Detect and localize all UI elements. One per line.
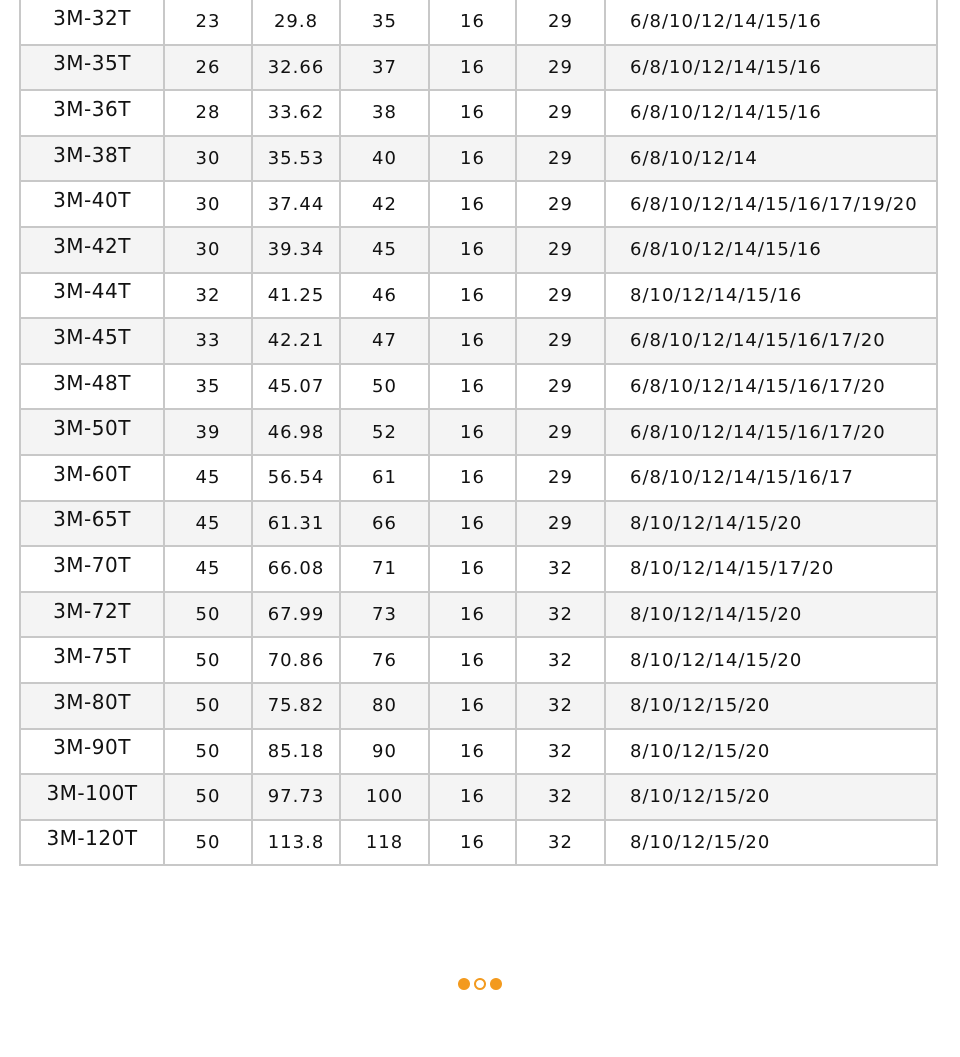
value-cell: 75.82 <box>252 683 340 729</box>
value-cell: 56.54 <box>252 455 340 501</box>
value-cell: 32 <box>516 637 605 683</box>
value-cell: 45.07 <box>252 364 340 410</box>
bore-sizes-cell: 6/8/10/12/14/15/16 <box>605 0 937 45</box>
value-cell: 50 <box>164 774 252 820</box>
value-cell: 29 <box>516 501 605 547</box>
value-cell: 39.34 <box>252 227 340 273</box>
value-cell: 16 <box>429 592 516 638</box>
value-cell: 67.99 <box>252 592 340 638</box>
model-cell: 3M-65T <box>20 501 164 547</box>
value-cell: 16 <box>429 455 516 501</box>
value-cell: 85.18 <box>252 729 340 775</box>
value-cell: 38 <box>340 90 429 136</box>
value-cell: 66.08 <box>252 546 340 592</box>
model-cell: 3M-45T <box>20 318 164 364</box>
value-cell: 29 <box>516 455 605 501</box>
value-cell: 45 <box>340 227 429 273</box>
bore-sizes-cell: 6/8/10/12/14/15/16 <box>605 45 937 91</box>
value-cell: 26 <box>164 45 252 91</box>
value-cell: 39 <box>164 409 252 455</box>
value-cell: 16 <box>429 45 516 91</box>
table-row <box>20 683 937 729</box>
value-cell: 32.66 <box>252 45 340 91</box>
value-cell: 29.8 <box>252 0 340 45</box>
value-cell: 35 <box>340 0 429 45</box>
value-cell: 50 <box>164 592 252 638</box>
value-cell: 16 <box>429 227 516 273</box>
value-cell: 52 <box>340 409 429 455</box>
table-row <box>20 364 937 410</box>
value-cell: 42.21 <box>252 318 340 364</box>
value-cell: 41.25 <box>252 273 340 319</box>
table-row <box>20 90 937 136</box>
value-cell: 16 <box>429 90 516 136</box>
model-cell: 3M-38T <box>20 136 164 182</box>
pulley-spec-table <box>19 0 938 866</box>
model-cell: 3M-50T <box>20 409 164 455</box>
pager-dot-2-hollow-dot-icon[interactable] <box>474 978 486 990</box>
table-row <box>20 501 937 547</box>
value-cell: 32 <box>516 774 605 820</box>
bore-sizes-cell: 6/8/10/12/14 <box>605 136 937 182</box>
model-cell: 3M-40T <box>20 181 164 227</box>
value-cell: 32 <box>516 729 605 775</box>
value-cell: 30 <box>164 181 252 227</box>
table-row <box>20 637 937 683</box>
value-cell: 35 <box>164 364 252 410</box>
value-cell: 71 <box>340 546 429 592</box>
value-cell: 16 <box>429 318 516 364</box>
bore-sizes-cell: 8/10/12/15/20 <box>605 820 937 866</box>
value-cell: 66 <box>340 501 429 547</box>
value-cell: 29 <box>516 318 605 364</box>
table-row <box>20 546 937 592</box>
value-cell: 16 <box>429 774 516 820</box>
table-row <box>20 45 937 91</box>
table-row <box>20 273 937 319</box>
value-cell: 16 <box>429 683 516 729</box>
value-cell: 29 <box>516 136 605 182</box>
table-body <box>20 0 937 865</box>
value-cell: 61.31 <box>252 501 340 547</box>
table-row <box>20 820 937 866</box>
model-cell: 3M-44T <box>20 273 164 319</box>
value-cell: 23 <box>164 0 252 45</box>
value-cell: 50 <box>340 364 429 410</box>
value-cell: 33.62 <box>252 90 340 136</box>
bore-sizes-cell: 8/10/12/15/20 <box>605 774 937 820</box>
table-row <box>20 455 937 501</box>
value-cell: 32 <box>516 592 605 638</box>
bore-sizes-cell: 6/8/10/12/14/15/16/17/20 <box>605 364 937 410</box>
bore-sizes-cell: 6/8/10/12/14/15/16/17/19/20 <box>605 181 937 227</box>
model-cell: 3M-60T <box>20 455 164 501</box>
value-cell: 29 <box>516 45 605 91</box>
value-cell: 16 <box>429 0 516 45</box>
model-cell: 3M-36T <box>20 90 164 136</box>
value-cell: 50 <box>164 637 252 683</box>
value-cell: 80 <box>340 683 429 729</box>
value-cell: 16 <box>429 181 516 227</box>
model-cell: 3M-32T <box>20 0 164 45</box>
table-row <box>20 318 937 364</box>
value-cell: 30 <box>164 227 252 273</box>
bore-sizes-cell: 6/8/10/12/14/15/16 <box>605 90 937 136</box>
value-cell: 45 <box>164 546 252 592</box>
model-cell: 3M-100T <box>20 774 164 820</box>
value-cell: 113.8 <box>252 820 340 866</box>
bore-sizes-cell: 6/8/10/12/14/15/16/17 <box>605 455 937 501</box>
pager-dot-3-filled-dot-icon[interactable] <box>490 978 502 990</box>
value-cell: 35.53 <box>252 136 340 182</box>
table-row <box>20 0 937 45</box>
value-cell: 16 <box>429 364 516 410</box>
value-cell: 32 <box>516 683 605 729</box>
model-cell: 3M-72T <box>20 592 164 638</box>
value-cell: 16 <box>429 820 516 866</box>
value-cell: 47 <box>340 318 429 364</box>
value-cell: 46.98 <box>252 409 340 455</box>
value-cell: 32 <box>516 546 605 592</box>
bore-sizes-cell: 8/10/12/14/15/20 <box>605 637 937 683</box>
value-cell: 45 <box>164 455 252 501</box>
value-cell: 37.44 <box>252 181 340 227</box>
model-cell: 3M-75T <box>20 637 164 683</box>
value-cell: 118 <box>340 820 429 866</box>
table-row <box>20 729 937 775</box>
table-row <box>20 409 937 455</box>
value-cell: 40 <box>340 136 429 182</box>
bore-sizes-cell: 8/10/12/15/20 <box>605 729 937 775</box>
value-cell: 42 <box>340 181 429 227</box>
value-cell: 16 <box>429 136 516 182</box>
bore-sizes-cell: 6/8/10/12/14/15/16 <box>605 227 937 273</box>
value-cell: 50 <box>164 820 252 866</box>
bore-sizes-cell: 8/10/12/14/15/16 <box>605 273 937 319</box>
bore-sizes-cell: 6/8/10/12/14/15/16/17/20 <box>605 409 937 455</box>
value-cell: 97.73 <box>252 774 340 820</box>
table-row <box>20 181 937 227</box>
value-cell: 45 <box>164 501 252 547</box>
value-cell: 16 <box>429 273 516 319</box>
value-cell: 16 <box>429 409 516 455</box>
value-cell: 100 <box>340 774 429 820</box>
bore-sizes-cell: 8/10/12/14/15/17/20 <box>605 546 937 592</box>
model-cell: 3M-42T <box>20 227 164 273</box>
value-cell: 32 <box>516 820 605 866</box>
value-cell: 29 <box>516 90 605 136</box>
bore-sizes-cell: 6/8/10/12/14/15/16/17/20 <box>605 318 937 364</box>
value-cell: 50 <box>164 729 252 775</box>
value-cell: 16 <box>429 501 516 547</box>
value-cell: 29 <box>516 181 605 227</box>
table-row <box>20 592 937 638</box>
bore-sizes-cell: 8/10/12/14/15/20 <box>605 592 937 638</box>
value-cell: 29 <box>516 364 605 410</box>
value-cell: 29 <box>516 273 605 319</box>
table-row <box>20 136 937 182</box>
model-cell: 3M-80T <box>20 683 164 729</box>
model-cell: 3M-48T <box>20 364 164 410</box>
value-cell: 37 <box>340 45 429 91</box>
value-cell: 29 <box>516 0 605 45</box>
value-cell: 61 <box>340 455 429 501</box>
value-cell: 46 <box>340 273 429 319</box>
image-pager <box>0 978 960 990</box>
model-cell: 3M-120T <box>20 820 164 866</box>
value-cell: 33 <box>164 318 252 364</box>
pager-dot-1-filled-dot-icon[interactable] <box>458 978 470 990</box>
table-row <box>20 227 937 273</box>
value-cell: 16 <box>429 729 516 775</box>
model-cell: 3M-70T <box>20 546 164 592</box>
bore-sizes-cell: 8/10/12/14/15/20 <box>605 501 937 547</box>
value-cell: 32 <box>164 273 252 319</box>
bore-sizes-cell: 8/10/12/15/20 <box>605 683 937 729</box>
value-cell: 90 <box>340 729 429 775</box>
value-cell: 29 <box>516 227 605 273</box>
value-cell: 28 <box>164 90 252 136</box>
value-cell: 76 <box>340 637 429 683</box>
value-cell: 30 <box>164 136 252 182</box>
model-cell: 3M-35T <box>20 45 164 91</box>
value-cell: 16 <box>429 546 516 592</box>
value-cell: 29 <box>516 409 605 455</box>
value-cell: 73 <box>340 592 429 638</box>
table-row <box>20 774 937 820</box>
value-cell: 50 <box>164 683 252 729</box>
value-cell: 70.86 <box>252 637 340 683</box>
value-cell: 16 <box>429 637 516 683</box>
model-cell: 3M-90T <box>20 729 164 775</box>
